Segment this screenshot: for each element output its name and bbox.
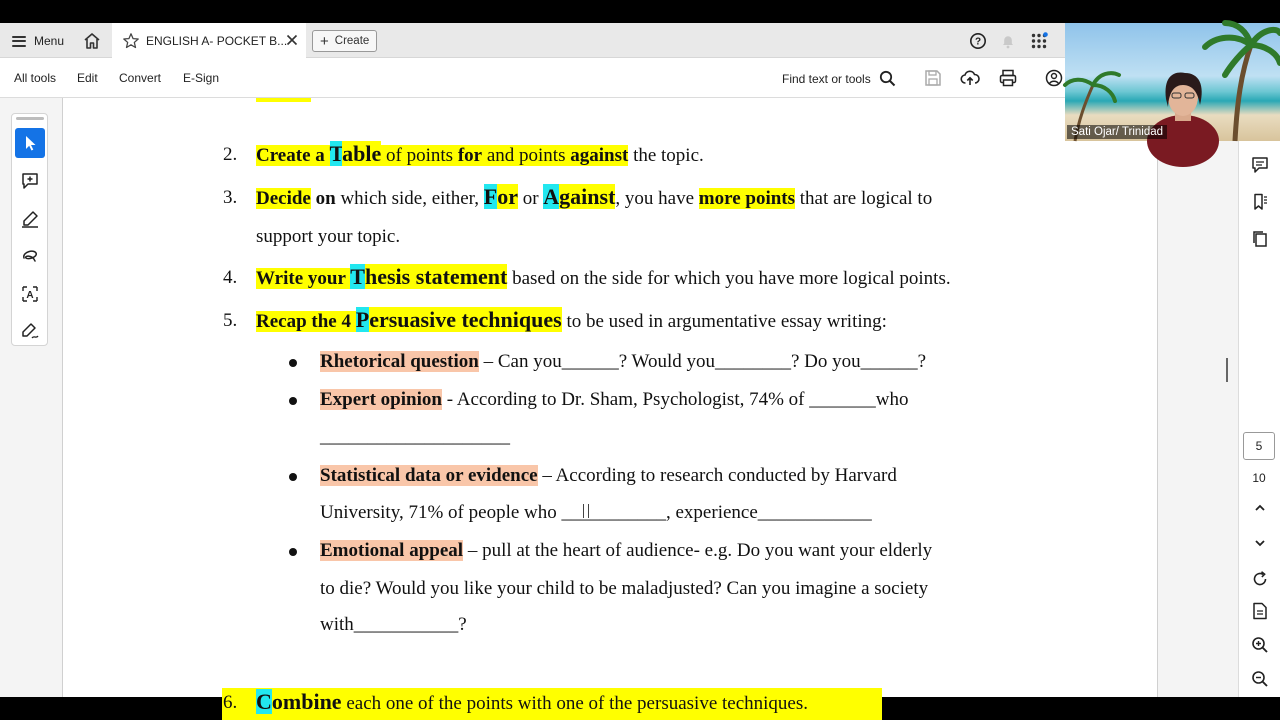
chevron-down-icon[interactable]: [1250, 533, 1270, 553]
text-or: or: [517, 188, 544, 209]
list-number: 3.: [223, 187, 238, 208]
text-initial-t: T: [350, 264, 365, 289]
highlight-tool-button[interactable]: [15, 204, 45, 234]
fill-sign-icon: [20, 321, 40, 341]
rotate-icon[interactable]: [1250, 569, 1270, 589]
text-and-points: and points: [482, 145, 571, 166]
text-based-on: based on the side for which you have more logical points.: [507, 268, 951, 289]
text-initial-c: C: [256, 689, 272, 714]
text-initial-a: A: [543, 184, 560, 209]
menu-button[interactable]: [12, 31, 64, 51]
text-select-icon: [20, 284, 40, 304]
share-icon[interactable]: [1044, 68, 1064, 88]
create-button[interactable]: [312, 30, 377, 52]
select-arrow-icon: [21, 134, 39, 152]
text-select-button[interactable]: [15, 279, 45, 309]
participant-name-label: Sati Ojar/ Trinidad: [1067, 125, 1167, 139]
text-able: able: [342, 141, 382, 166]
document-tab[interactable]: [112, 23, 306, 58]
text-write-your: Write your: [256, 268, 351, 289]
bullet-expert-opinion: [320, 389, 908, 411]
bullet-statistical-data: [320, 465, 897, 487]
star-icon[interactable]: [122, 32, 140, 50]
text-each-one: each one of the points with one of the persuasive techniques.: [341, 693, 808, 714]
list-item-4: [256, 264, 951, 290]
help-icon[interactable]: [969, 32, 987, 50]
text-the-topic: the topic.: [628, 145, 704, 166]
text-thesis-statement: hesis statement: [364, 264, 508, 289]
draw-freehand-icon: [20, 246, 40, 266]
find-text-or-tools[interactable]: [782, 70, 896, 87]
webcam-beach-scene-icon: [1065, 23, 1280, 141]
convert-tab[interactable]: Convert: [119, 71, 162, 85]
vertical-scrollbar-thumb[interactable]: [1226, 358, 1228, 382]
zoom-out-icon[interactable]: [1250, 669, 1270, 689]
list-number: 2.: [223, 144, 238, 165]
close-icon[interactable]: [284, 32, 300, 48]
svg-text:?: ?: [974, 36, 982, 48]
add-comment-button[interactable]: [15, 166, 45, 196]
bullet-statistical-data-cont: University, 71% of people who ___________, experience____________: [320, 502, 872, 523]
text-more-points: more points: [698, 188, 796, 209]
zoom-in-icon[interactable]: [1250, 635, 1270, 655]
bullet-text: – According to research conducted by Harvard: [537, 465, 897, 486]
bullet-text: – Can you______? Would you________? Do you______?: [478, 351, 927, 372]
total-pages: 10: [1252, 471, 1266, 485]
bookmark-icon[interactable]: [1250, 192, 1270, 212]
list-item-3-cont: support your topic.: [256, 226, 401, 247]
document-tab-title: ENGLISH A- POCKET B...: [146, 33, 288, 48]
bullet-emotional-appeal-cont: to die? Would you like your child to be maladjusted? Can you imagine a society: [320, 578, 929, 599]
text-which-side: which side, either,: [335, 188, 484, 209]
highlight-pen-icon: [20, 209, 40, 229]
bullet-label: Emotional appeal: [320, 540, 464, 561]
select-tool-button[interactable]: [15, 128, 45, 158]
plus-icon: +: [320, 32, 329, 50]
right-panel-rail: [1238, 141, 1280, 697]
text-cursor: [583, 504, 589, 518]
hamburger-icon: [12, 36, 26, 47]
bullet-text: - According to Dr. Sham, Psychologist, 74% of _______who: [441, 389, 909, 410]
bullet-text: – pull at the heart of audience- e.g. Do you want your elderly: [463, 540, 933, 561]
text-logical-to: that are logical to: [795, 188, 933, 209]
bullet-rhetorical-question: [320, 351, 926, 373]
esign-tab[interactable]: E-Sign: [183, 71, 220, 85]
text-initial-t: T: [329, 141, 343, 166]
print-icon[interactable]: [998, 68, 1018, 88]
menu-label: Menu: [34, 34, 65, 48]
home-icon: [82, 31, 102, 51]
all-tools-tab[interactable]: All tools: [14, 71, 57, 85]
chevron-up-icon[interactable]: [1250, 498, 1270, 518]
bullet-label: Expert opinion: [320, 389, 442, 410]
bullet-expert-opinion-cont: ____________________: [320, 426, 510, 447]
rail-grip-handle[interactable]: [16, 117, 44, 120]
apps-grid-icon[interactable]: [1030, 32, 1048, 50]
text-initial-p: P: [355, 307, 370, 332]
text-or-word: or: [497, 184, 518, 209]
bullet-dot: [289, 359, 297, 367]
draw-tool-button[interactable]: [15, 241, 45, 271]
text-for: for: [457, 145, 483, 166]
text-gainst: gainst: [559, 184, 616, 209]
copy-pages-icon[interactable]: [1250, 229, 1270, 249]
find-label: Find text or tools: [782, 71, 871, 86]
edit-tab[interactable]: Edit: [77, 71, 98, 85]
text-of-points: of points: [381, 145, 458, 166]
search-icon: [879, 70, 896, 87]
bullet-dot: [289, 473, 297, 481]
document-page[interactable]: [62, 98, 1158, 714]
svg-text:A: A: [26, 290, 34, 301]
text-create-a: Create a: [256, 145, 330, 166]
text-you-have: , you have: [615, 188, 699, 209]
current-page-input[interactable]: 5: [1243, 432, 1275, 460]
text-combine: ombine: [271, 689, 342, 714]
webcam-video-overlay: [1065, 23, 1280, 141]
bullet-dot: [289, 397, 297, 405]
bullet-dot: [289, 548, 297, 556]
text-to-be-used: to be used in argumentative essay writing:: [561, 311, 887, 332]
home-button[interactable]: [82, 31, 102, 51]
bullet-label: Rhetorical question: [320, 351, 479, 372]
upload-cloud-icon[interactable]: [960, 68, 980, 88]
bullet-emotional-appeal: [320, 540, 932, 562]
text-recap: Recap the 4: [256, 311, 356, 332]
left-tool-rail: [11, 113, 48, 346]
list-item-3: [256, 184, 932, 210]
bullet-label: Statistical data or evidence: [320, 465, 538, 486]
text-decide: Decide: [256, 188, 311, 209]
bell-icon[interactable]: [999, 32, 1017, 50]
previous-line-highlight: [256, 98, 311, 102]
list-number: 6.: [223, 692, 238, 713]
text-initial-f: F: [483, 184, 498, 209]
fill-sign-button[interactable]: [15, 316, 45, 346]
text-on: on: [310, 188, 336, 209]
bullet-emotional-appeal-cont2: with___________?: [320, 614, 467, 635]
comment-panel-icon[interactable]: [1250, 155, 1270, 175]
list-number: 4.: [223, 267, 238, 288]
list-item-2: [256, 141, 704, 167]
save-icon[interactable]: [923, 68, 943, 88]
text-against: against: [570, 145, 629, 166]
list-number: 5.: [223, 310, 238, 331]
pdf-viewer-app: [0, 23, 1280, 714]
page-info-icon[interactable]: [1250, 601, 1270, 621]
create-label: Create: [334, 35, 370, 47]
list-item-6: [256, 689, 808, 715]
list-item-5: [256, 307, 887, 333]
add-comment-icon: [20, 171, 40, 191]
text-persuasive-techniques: ersuasive techniques: [369, 307, 562, 332]
